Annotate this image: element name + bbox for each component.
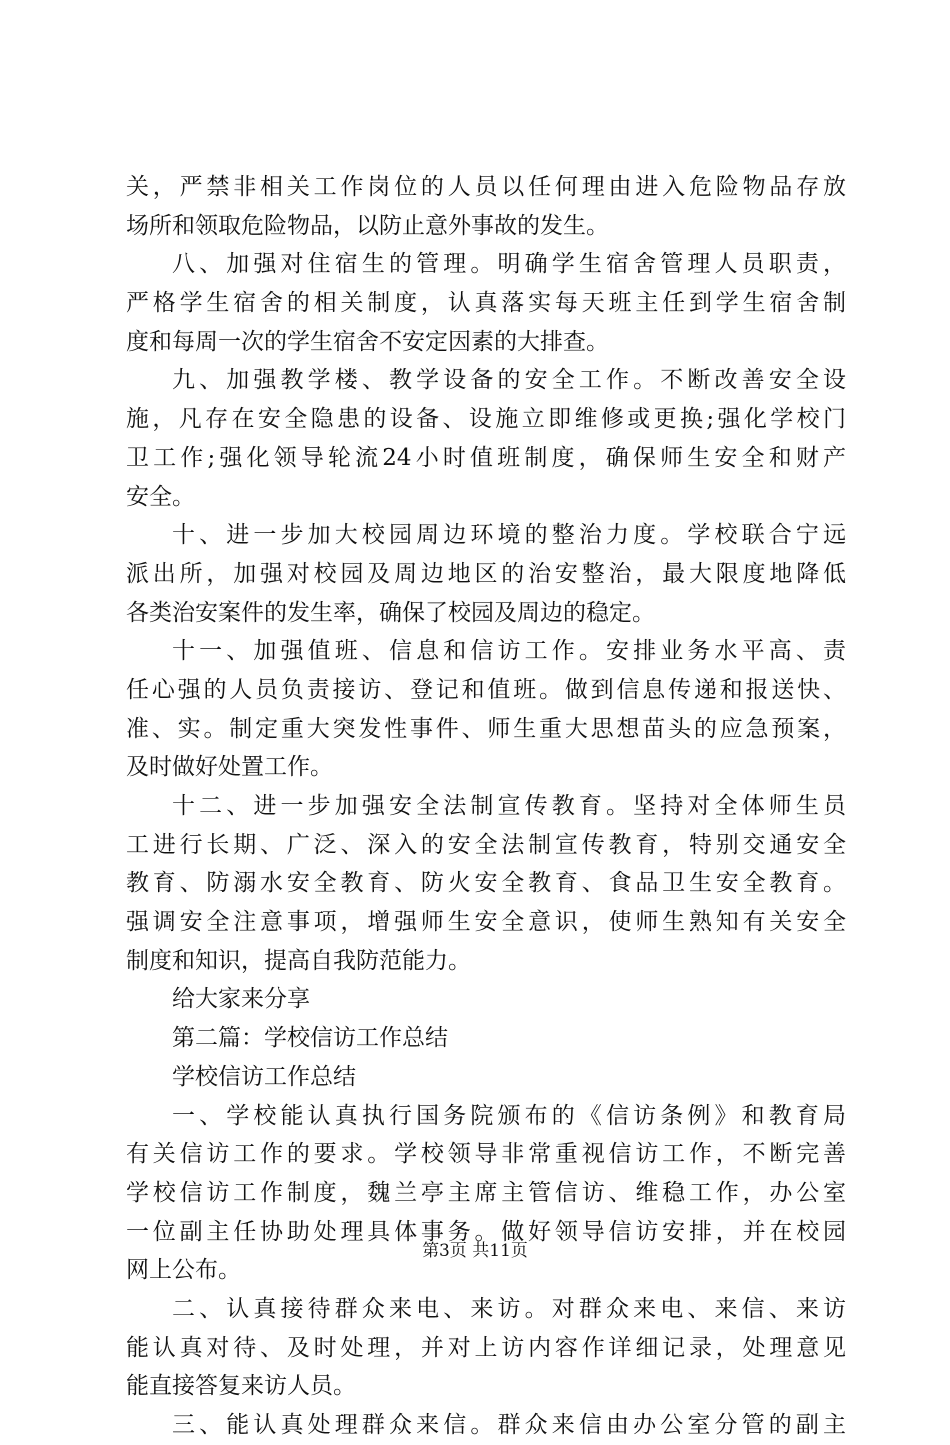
text-line: 工进行长期、广泛、深入的安全法制宣传教育，特别交通安全 bbox=[126, 831, 846, 858]
text-line: 给大家来分享 bbox=[172, 986, 310, 1013]
text-line: 度和每周一次的学生宿舍不安定因素的大排查。 bbox=[126, 328, 609, 355]
text-line: 卫工作;强化领导轮流24小时值班制度，确保师生安全和财产 bbox=[126, 444, 846, 471]
text-line: 十、进一步加大校园周边环境的整治力度。学校联合宁远 bbox=[172, 522, 846, 549]
text-line: 准、实。制定重大突发性事件、师生重大思想苗头的应急预案， bbox=[126, 715, 846, 742]
text-line: 八、加强对住宿生的管理。明确学生宿舍管理人员职责， bbox=[172, 251, 846, 278]
text-line: 及时做好处置工作。 bbox=[126, 754, 333, 781]
text-line: 十二、进一步加强安全法制宣传教育。坚持对全体师生员 bbox=[172, 793, 846, 819]
text-line: 场所和领取危险物品，以防止意外事故的发生。 bbox=[126, 212, 609, 239]
text-line: 第二篇：学校信访工作总结 bbox=[172, 1025, 448, 1052]
text-line: 关，严禁非相关工作岗位的人员以任何理由进入危险物品存放 bbox=[126, 174, 846, 200]
text-line: 一位副主任协助处理具体事务。做好领导信访安排，并在校园 bbox=[126, 1218, 846, 1245]
text-line: 安全。 bbox=[126, 483, 195, 510]
text-line: 二、认真接待群众来电、来访。对群众来电、来信、来访 bbox=[172, 1295, 846, 1322]
text-line: 能认真对待、及时处理，并对上访内容作详细记录，处理意见 bbox=[126, 1334, 846, 1361]
text-line: 任心强的人员负责接访、登记和值班。做到信息传递和报送快、 bbox=[126, 676, 846, 703]
text-line: 派出所，加强对校园及周边地区的治安整治，最大限度地降低 bbox=[126, 560, 846, 587]
text-line: 各类治安案件的发生率，确保了校园及周边的稳定。 bbox=[126, 599, 655, 626]
text-line: 强调安全注意事项，增强师生安全意识，使师生熟知有关安全 bbox=[126, 909, 846, 936]
text-line: 教育、防溺水安全教育、防火安全教育、食品卫生安全教育。 bbox=[126, 870, 846, 897]
text-line: 学校信访工作总结 bbox=[172, 1063, 356, 1090]
text-line: 施，凡存在安全隐患的设备、设施立即维修或更换;强化学校门 bbox=[126, 406, 846, 433]
page-number: 第3页 共11页 bbox=[422, 1241, 528, 1261]
text-line: 能直接答复来访人员。 bbox=[126, 1373, 356, 1400]
text-line: 制度和知识，提高自我防范能力。 bbox=[126, 947, 471, 974]
page-footer bbox=[0, 1241, 950, 1261]
text-line: 一、学校能认真执行国务院颁布的《信访条例》和教育局 bbox=[172, 1102, 846, 1129]
text-line: 网上公布。 bbox=[126, 1257, 241, 1284]
text-line: 三、能认真处理群众来信。群众来信由办公室分管的副主 bbox=[172, 1412, 846, 1438]
text-line: 十一、加强值班、信息和信访工作。安排业务水平高、责 bbox=[172, 638, 846, 665]
text-line: 严格学生宿舍的相关制度，认真落实每天班主任到学生宿舍制 bbox=[126, 290, 846, 317]
text-line: 九、加强教学楼、教学设备的安全工作。不断改善安全设 bbox=[172, 367, 846, 394]
text-line: 学校信访工作制度，魏兰亭主席主管信访、维稳工作，办公室 bbox=[126, 1179, 846, 1206]
text-line: 有关信访工作的要求。学校领导非常重视信访工作，不断完善 bbox=[126, 1141, 846, 1168]
